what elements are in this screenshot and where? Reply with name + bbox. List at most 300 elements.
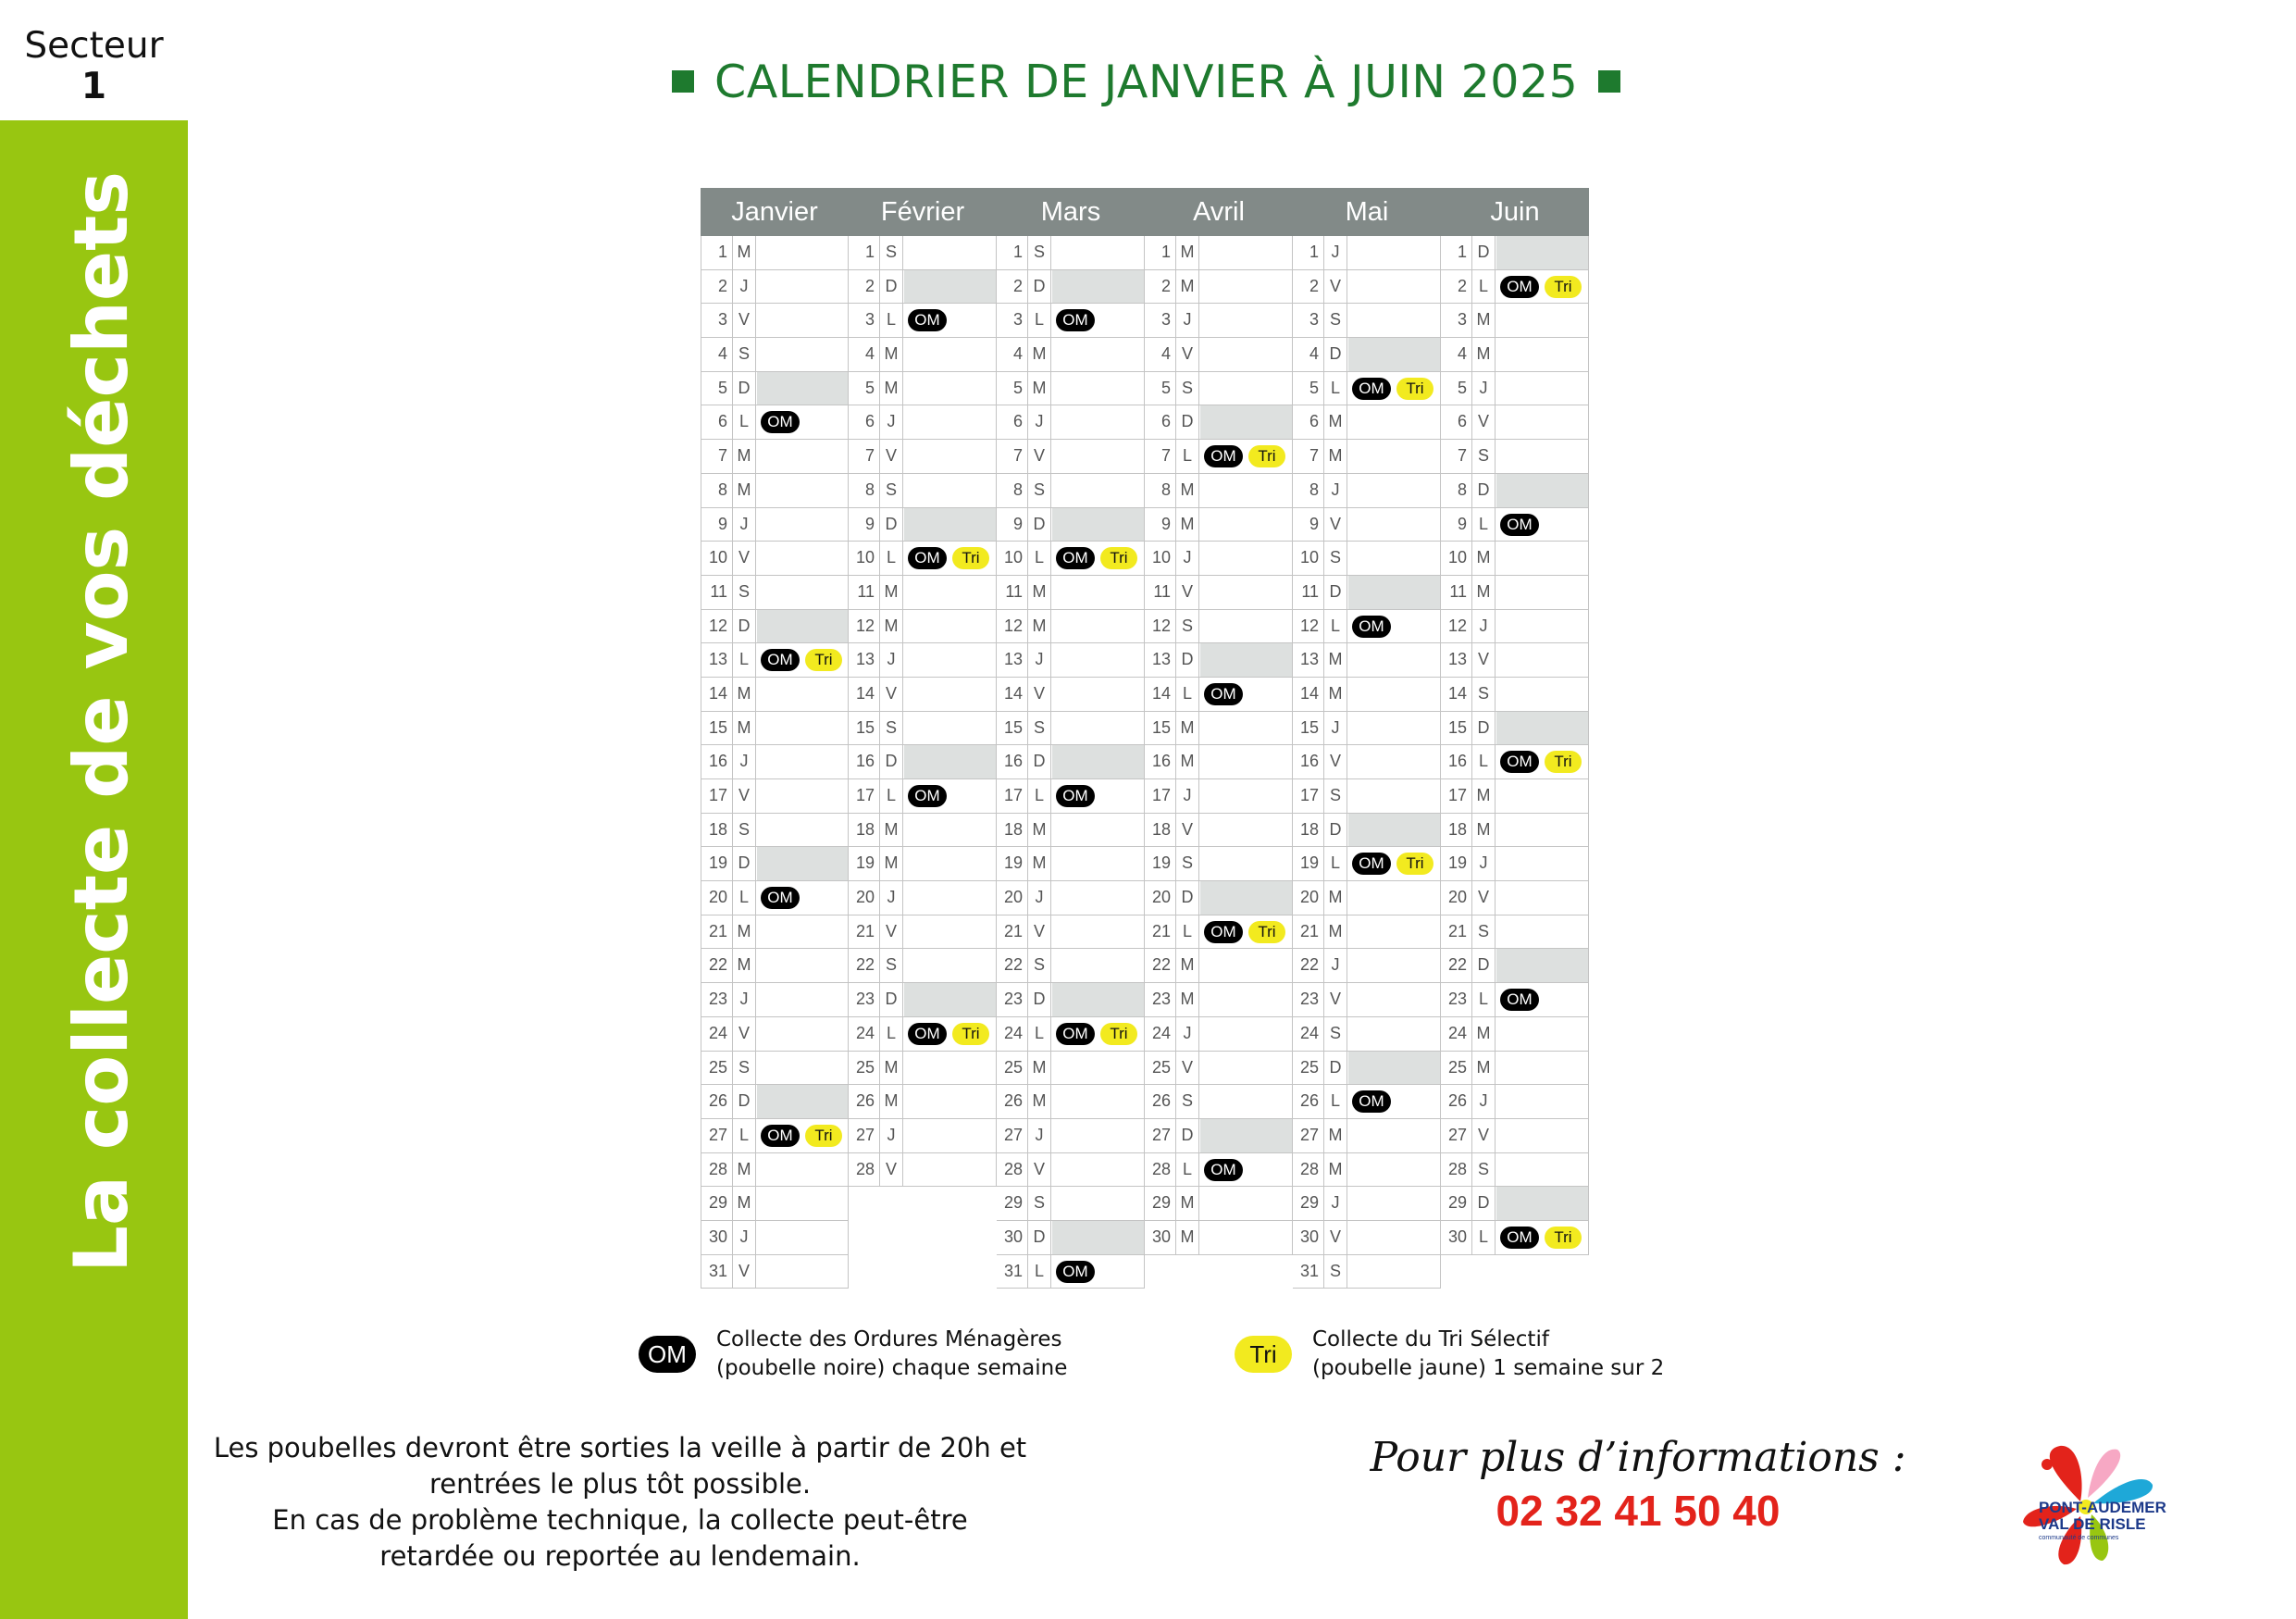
weekday-letter: S (879, 474, 903, 507)
day-number: 4 (1457, 344, 1467, 364)
collection-slot (1052, 643, 1144, 677)
day-row (1441, 610, 1589, 644)
day-row (1145, 643, 1293, 678)
collection-slot (1348, 440, 1440, 473)
day-number: 19 (1447, 853, 1467, 873)
day-number: 20 (1151, 888, 1171, 907)
weekday-letter: V (1323, 745, 1347, 778)
weekday-letter: L (879, 542, 903, 575)
weekday-letter: S (732, 814, 756, 847)
day-number: 25 (855, 1057, 875, 1077)
day-row (1145, 270, 1293, 305)
month-column (1441, 236, 1589, 1255)
calendar-table (701, 188, 1589, 1289)
weekday-letter: V (732, 1017, 756, 1051)
weekday-letter: M (879, 372, 903, 405)
day-number: 31 (1003, 1261, 1023, 1280)
day-number: 12 (1447, 616, 1467, 635)
weekday-letter: D (1323, 338, 1347, 371)
collection-slot (1200, 643, 1292, 677)
collection-slot (1348, 508, 1440, 542)
om-badge: OM (908, 785, 947, 807)
collection-slot (904, 304, 996, 337)
weekday-letter: S (879, 949, 903, 982)
day-number: 31 (1299, 1261, 1319, 1280)
day-row (701, 542, 849, 576)
collection-slot (1348, 304, 1440, 337)
weekday-letter: S (1323, 779, 1347, 813)
day-number: 8 (864, 479, 875, 499)
day-number: 22 (1003, 955, 1023, 975)
collection-slot (1496, 1119, 1588, 1152)
collection-slot (1348, 847, 1440, 880)
day-row (1145, 1052, 1293, 1086)
tri-badge: Tri (1545, 751, 1582, 773)
day-number: 21 (1003, 921, 1023, 940)
collection-slot (1200, 745, 1292, 778)
weekday-letter: M (1323, 405, 1347, 439)
legend-om-line1: Collecte des Ordures Ménagères (716, 1327, 1062, 1351)
weekday-letter: S (1471, 1153, 1496, 1187)
collection-slot (1200, 508, 1292, 542)
day-row (997, 542, 1145, 576)
day-row (997, 1187, 1145, 1221)
weekday-letter: J (1175, 1017, 1199, 1051)
day-row (1293, 1119, 1441, 1153)
day-row (1441, 1085, 1589, 1119)
day-row (849, 983, 997, 1017)
weekday-letter: S (1175, 1085, 1199, 1118)
day-number: 16 (708, 752, 727, 771)
weekday-letter: V (1471, 405, 1496, 439)
weekday-letter: V (1027, 1153, 1051, 1187)
day-number: 26 (1151, 1091, 1171, 1111)
day-number: 16 (855, 752, 875, 771)
day-row (997, 915, 1145, 950)
sector-box (0, 0, 188, 120)
collection-slot (1496, 508, 1588, 542)
collection-slot (1052, 236, 1144, 269)
day-row (997, 610, 1145, 644)
collection-slot (1496, 542, 1588, 575)
day-number: 16 (1003, 752, 1023, 771)
day-number: 19 (1003, 853, 1023, 873)
collection-slot (904, 474, 996, 507)
collection-slot (904, 1119, 996, 1152)
weekday-letter: M (879, 847, 903, 880)
day-row (997, 983, 1145, 1017)
day-number: 2 (1012, 276, 1023, 295)
day-row (849, 1052, 997, 1086)
logo-text-line2: VAL DE RISLE (2039, 1515, 2146, 1533)
day-row (1441, 1221, 1589, 1255)
day-number: 2 (1457, 276, 1467, 295)
collection-slot (1496, 712, 1588, 745)
day-row (1441, 474, 1589, 508)
day-row (1293, 949, 1441, 983)
day-row (1441, 712, 1589, 746)
day-row (1441, 1187, 1589, 1221)
weekday-letter: J (879, 405, 903, 439)
collection-slot (757, 270, 848, 304)
weekday-letter: M (1471, 542, 1496, 575)
day-row (701, 1017, 849, 1052)
day-row (1145, 712, 1293, 746)
day-number: 26 (1003, 1091, 1023, 1111)
day-number: 27 (855, 1125, 875, 1144)
collection-slot (757, 1187, 848, 1220)
day-row (1441, 405, 1589, 440)
weekday-letter: V (1323, 1221, 1347, 1254)
legend-om-line2: (poubelle noire) chaque semaine (716, 1356, 1068, 1380)
weekday-letter: V (1027, 678, 1051, 711)
day-row (1145, 508, 1293, 542)
day-row (1441, 304, 1589, 338)
collection-slot (1348, 1153, 1440, 1187)
collection-slot (1052, 1221, 1144, 1254)
day-row (997, 643, 1145, 678)
collection-slot (1348, 1221, 1440, 1254)
weekday-letter: S (732, 576, 756, 609)
collection-slot (1348, 1187, 1440, 1220)
day-row (997, 745, 1145, 779)
day-row (1441, 270, 1589, 305)
day-row (701, 508, 849, 542)
weekday-letter: J (732, 1221, 756, 1254)
weekday-letter: S (1175, 610, 1199, 643)
day-row (997, 1052, 1145, 1086)
day-number: 15 (1003, 717, 1023, 737)
logo-text-line1: PONT-AUDEMER (2039, 1499, 2166, 1516)
day-number: 12 (708, 616, 727, 635)
day-row (1293, 983, 1441, 1017)
weekday-letter: D (1027, 1221, 1051, 1254)
day-row (1293, 474, 1441, 508)
weekday-letter: V (1471, 1119, 1496, 1152)
collection-slot (1052, 915, 1144, 949)
day-number: 9 (1457, 514, 1467, 533)
collection-slot (1052, 983, 1144, 1016)
day-row (1293, 270, 1441, 305)
day-number: 18 (708, 819, 727, 839)
day-row (1145, 338, 1293, 372)
day-number: 1 (1309, 243, 1319, 261)
day-row (1293, 1085, 1441, 1119)
weekday-letter: L (1175, 440, 1199, 473)
month-header: Avril (1193, 197, 1245, 227)
weekday-letter: V (1323, 270, 1347, 304)
day-number: 5 (1309, 378, 1319, 397)
day-row (1145, 405, 1293, 440)
collection-slot (757, 1085, 848, 1118)
weekday-letter: M (1323, 1153, 1347, 1187)
day-number: 4 (1309, 344, 1319, 364)
collection-slot (757, 881, 848, 915)
collection-slot (1348, 678, 1440, 711)
collection-slot (1496, 983, 1588, 1016)
collection-slot (904, 270, 996, 304)
weekday-letter: D (1175, 643, 1199, 677)
weekday-letter: M (1027, 814, 1051, 847)
day-row (1145, 1017, 1293, 1052)
collection-slot (904, 847, 996, 880)
weekday-letter: M (879, 1052, 903, 1085)
day-number: 4 (717, 344, 727, 364)
weekday-letter: J (1175, 542, 1199, 575)
day-number: 8 (1457, 479, 1467, 499)
om-badge: OM (761, 887, 800, 909)
day-number: 11 (857, 581, 875, 601)
notice-text (213, 1430, 1027, 1575)
day-number: 28 (855, 1159, 875, 1178)
collection-slot (904, 949, 996, 982)
weekday-letter: V (1323, 983, 1347, 1016)
weekday-letter: L (1027, 304, 1051, 337)
weekday-letter: D (1323, 576, 1347, 609)
weekday-letter: D (1175, 881, 1199, 915)
weekday-letter: S (1027, 1187, 1051, 1220)
day-row (849, 949, 997, 983)
collection-slot (1496, 1153, 1588, 1187)
weekday-letter: V (1175, 576, 1199, 609)
day-number: 22 (708, 955, 727, 975)
collection-slot (757, 983, 848, 1016)
om-badge: OM (908, 547, 947, 569)
day-number: 17 (1003, 786, 1023, 804)
collection-slot (904, 814, 996, 847)
collection-slot (1348, 405, 1440, 439)
day-row (1293, 338, 1441, 372)
day-row (1293, 915, 1441, 950)
day-number: 30 (1447, 1227, 1467, 1246)
collection-slot (1496, 779, 1588, 813)
collection-slot (904, 508, 996, 542)
collection-slot (904, 983, 996, 1016)
om-badge: OM (1500, 989, 1539, 1011)
weekday-letter: L (1471, 983, 1496, 1016)
day-row (1145, 678, 1293, 712)
day-row (997, 678, 1145, 712)
day-row (701, 270, 849, 305)
weekday-letter: S (1027, 949, 1051, 982)
collection-slot (1200, 542, 1292, 575)
day-row (701, 847, 849, 881)
weekday-letter: S (1323, 1017, 1347, 1051)
day-row (1441, 779, 1589, 814)
collection-slot (757, 440, 848, 473)
collection-slot (1200, 881, 1292, 915)
collection-slot (1496, 915, 1588, 949)
weekday-letter: D (1471, 1187, 1496, 1220)
day-number: 14 (708, 683, 727, 703)
collection-slot (1348, 712, 1440, 745)
month-header: Janvier (731, 197, 818, 227)
day-row (701, 1255, 849, 1289)
day-row (1145, 236, 1293, 270)
collection-slot (904, 1085, 996, 1118)
legend-tri-line1: Collecte du Tri Sélectif (1312, 1327, 1549, 1351)
day-number: 5 (1160, 378, 1171, 397)
weekday-letter: L (879, 1017, 903, 1051)
day-number: 18 (855, 819, 875, 839)
collection-slot (904, 576, 996, 609)
collection-slot (1496, 847, 1588, 880)
day-row (849, 440, 997, 474)
collection-slot (757, 508, 848, 542)
weekday-letter: J (1471, 610, 1496, 643)
collection-slot (757, 847, 848, 880)
day-row (701, 915, 849, 950)
om-badge: OM (1056, 1261, 1095, 1283)
weekday-letter: M (1323, 678, 1347, 711)
weekday-letter: D (1471, 949, 1496, 982)
collection-slot (1348, 338, 1440, 371)
day-row (1293, 236, 1441, 270)
day-number: 17 (708, 786, 727, 804)
day-row (1293, 745, 1441, 779)
collection-slot (1496, 745, 1588, 778)
day-number: 18 (1299, 819, 1319, 839)
weekday-letter: S (1175, 847, 1199, 880)
collection-slot (1348, 270, 1440, 304)
day-number: 12 (855, 616, 875, 635)
day-row (1293, 576, 1441, 610)
day-number: 5 (1012, 378, 1023, 397)
collection-slot (1348, 881, 1440, 915)
info-phone-number[interactable]: 02 32 41 50 40 (1496, 1487, 1781, 1535)
collection-slot (904, 915, 996, 949)
day-number: 21 (1151, 921, 1171, 940)
collection-slot (904, 405, 996, 439)
day-row (849, 372, 997, 406)
weekday-letter: V (732, 542, 756, 575)
collection-slot (1200, 440, 1292, 473)
weekday-letter: J (732, 270, 756, 304)
collection-slot (1496, 814, 1588, 847)
day-number: 10 (708, 548, 727, 567)
weekday-letter: D (1323, 1052, 1347, 1085)
day-number: 5 (1457, 378, 1467, 397)
collection-slot (1052, 372, 1144, 405)
om-badge: OM (761, 1125, 800, 1147)
collection-slot (1052, 847, 1144, 880)
day-row (997, 712, 1145, 746)
weekday-letter: V (732, 779, 756, 813)
collection-slot (1496, 338, 1588, 371)
day-row (1145, 474, 1293, 508)
weekday-letter: S (1323, 1255, 1347, 1289)
tri-badge: Tri (805, 649, 842, 671)
day-number: 23 (1003, 990, 1023, 1009)
collection-slot (1496, 610, 1588, 643)
collection-slot (1496, 440, 1588, 473)
weekday-letter: D (1027, 270, 1051, 304)
weekday-letter: D (1027, 983, 1051, 1016)
weekday-letter: L (1323, 372, 1347, 405)
day-number: 29 (1447, 1193, 1467, 1213)
collection-slot (757, 1017, 848, 1051)
weekday-letter: J (879, 1119, 903, 1152)
day-row (701, 576, 849, 610)
collection-slot (1052, 338, 1144, 371)
day-number: 12 (1151, 616, 1171, 635)
weekday-letter: V (1175, 1052, 1199, 1085)
collection-slot (1348, 949, 1440, 982)
day-row (1441, 1017, 1589, 1052)
day-number: 24 (1299, 1023, 1319, 1042)
logo-text-line3: communauté de communes (2039, 1535, 2119, 1541)
day-number: 9 (717, 514, 727, 533)
weekday-letter: V (1175, 814, 1199, 847)
weekday-letter: M (1323, 881, 1347, 915)
day-number: 27 (1447, 1125, 1467, 1144)
collection-slot (904, 643, 996, 677)
day-row (849, 847, 997, 881)
collection-slot (757, 949, 848, 982)
weekday-letter: M (1175, 712, 1199, 745)
weekday-letter: L (1471, 508, 1496, 542)
weekday-letter: D (1471, 236, 1496, 269)
tri-badge: Tri (1396, 378, 1433, 400)
om-badge: OM (1204, 683, 1243, 705)
day-row (997, 1153, 1145, 1188)
day-row (1441, 814, 1589, 848)
weekday-letter: M (732, 440, 756, 473)
weekday-letter: S (1027, 236, 1051, 269)
day-number: 23 (1447, 990, 1467, 1009)
day-number: 3 (1309, 310, 1319, 330)
day-row (1293, 1187, 1441, 1221)
collection-slot (904, 372, 996, 405)
day-number: 3 (717, 310, 727, 330)
weekday-letter: M (732, 949, 756, 982)
day-number: 15 (708, 717, 727, 737)
day-number: 8 (1160, 479, 1171, 499)
day-row (997, 440, 1145, 474)
day-number: 12 (1003, 616, 1023, 635)
day-row (1441, 372, 1589, 406)
weekday-letter: D (1027, 745, 1051, 778)
day-number: 1 (1457, 243, 1467, 261)
day-row (1441, 542, 1589, 576)
day-row (849, 270, 997, 305)
collection-slot (1200, 847, 1292, 880)
day-number: 18 (1003, 819, 1023, 839)
day-number: 28 (708, 1159, 727, 1178)
weekday-letter: D (732, 1085, 756, 1118)
day-number: 30 (1151, 1227, 1171, 1246)
collection-slot (1200, 1221, 1292, 1254)
collection-slot (904, 881, 996, 915)
day-number: 15 (855, 717, 875, 737)
day-row (1145, 440, 1293, 474)
day-number: 9 (864, 514, 875, 533)
notice-line1: Les poubelles devront être sorties la veille à partir de 20h et rentrées le plus tôt possible. (213, 1432, 1027, 1500)
info-label: Pour plus d’informations : (1370, 1434, 1906, 1481)
day-row (1145, 745, 1293, 779)
day-row (997, 1255, 1145, 1289)
day-number: 23 (1151, 990, 1171, 1009)
day-number: 8 (1012, 479, 1023, 499)
day-row (997, 847, 1145, 881)
collection-slot (904, 440, 996, 473)
weekday-letter: S (1027, 474, 1051, 507)
om-badge: OM (908, 1023, 947, 1045)
weekday-letter: D (879, 270, 903, 304)
weekday-letter: J (1027, 881, 1051, 915)
collection-slot (1348, 745, 1440, 778)
day-row (1441, 643, 1589, 678)
